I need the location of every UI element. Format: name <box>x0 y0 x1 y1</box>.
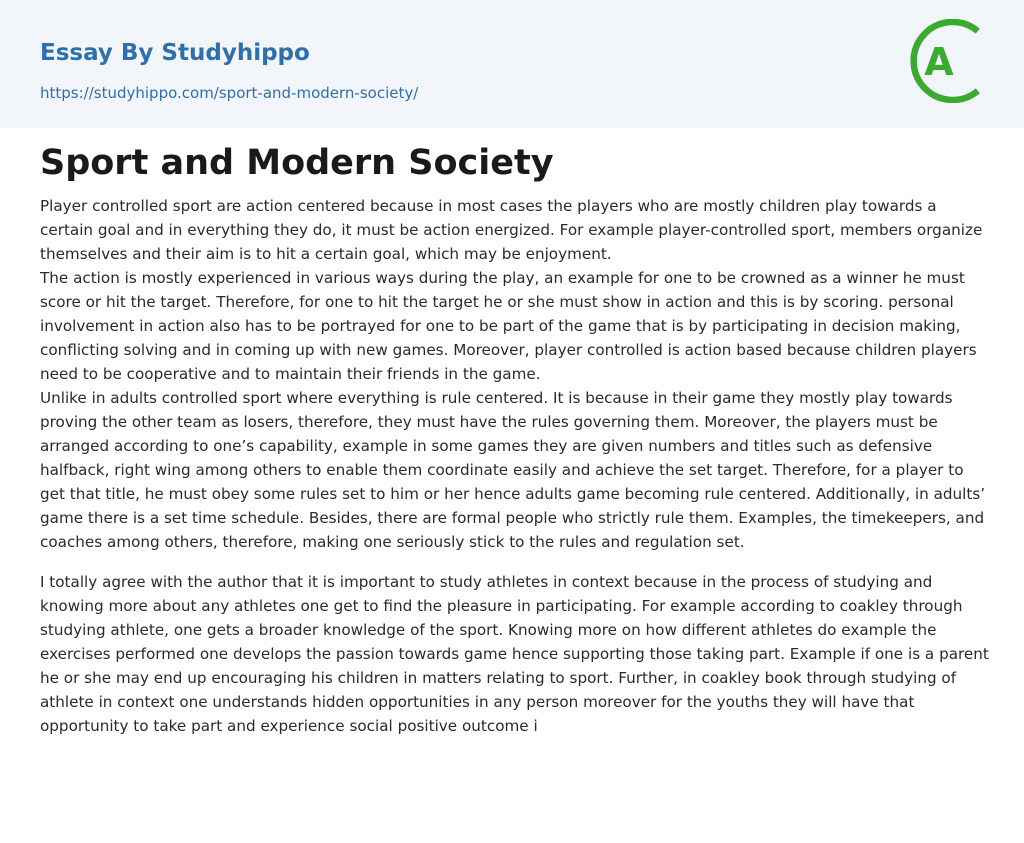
logo-letter: A <box>924 40 954 84</box>
site-brand[interactable]: Essay By Studyhippo <box>40 40 310 66</box>
essay-paragraph: The action is mostly experienced in various ways during the play, an example for one to be crowned as a winner he must score or hit the target. Therefore, for one to hit the target he or she must show in action and this is by scoring. personal involvement in action also has to be portrayed for one to be part of the game that is by participating in decision making, conflicting solving and in coming up with new games. Moreover, player controlled is action based because children players need to be cooperative and to maintain their friends in the game. <box>40 269 977 383</box>
page-url-link[interactable]: https://studyhippo.com/sport-and-modern-society/ <box>40 84 419 102</box>
essay-paragraph: Player controlled sport are action centered because in most cases the players who are mostly children play towards a certain goal and in everything they do, it must be action energized. For example player-controlled sport, members organize themselves and their aim is to hit a certain goal, which may be enjoyment. <box>40 197 983 263</box>
essay-content <box>40 194 990 738</box>
studyhippo-logo-icon[interactable] <box>904 19 988 103</box>
essay-paragraph: I totally agree with the author that it is important to study athletes in context because in the process of studying and knowing more about any athletes one get to find the pleasure in participating. For example according to coakley through studying athlete, one gets a broader knowledge of the sport. Knowing more on how different athletes do example the exercises performed one develops the passion towards game hence supporting those taking part. Example if one is a parent he or she may end up encouraging his children in matters relating to sport. Further, in coakley book through studying of athlete in context one understands hidden opportunities in any person moreover for the youths they will have that opportunity to take part and experience social positive outcome i <box>40 573 989 735</box>
site-header <box>0 0 1024 128</box>
page-title: Sport and Modern Society <box>40 143 554 183</box>
essay-paragraph: Unlike in adults controlled sport where everything is rule centered. It is because in their game they mostly play towards proving the other team as losers, therefore, they must have the rules governing them. Moreover, the players must be arranged according to one’s capability, example in some games they are given numbers and titles such as defensive halfback, right wing among others to enable them coordinate easily and achieve the set target. Therefore, for a player to get that title, he must obey some rules set to him or her hence adults game becoming rule centered. Additionally, in adults’ game there is a set time schedule. Besides, there are formal people who strictly rule them. Examples, the timekeepers, and coaches among others, therefore, making one seriously stick to the rules and regulation set. <box>40 389 986 551</box>
